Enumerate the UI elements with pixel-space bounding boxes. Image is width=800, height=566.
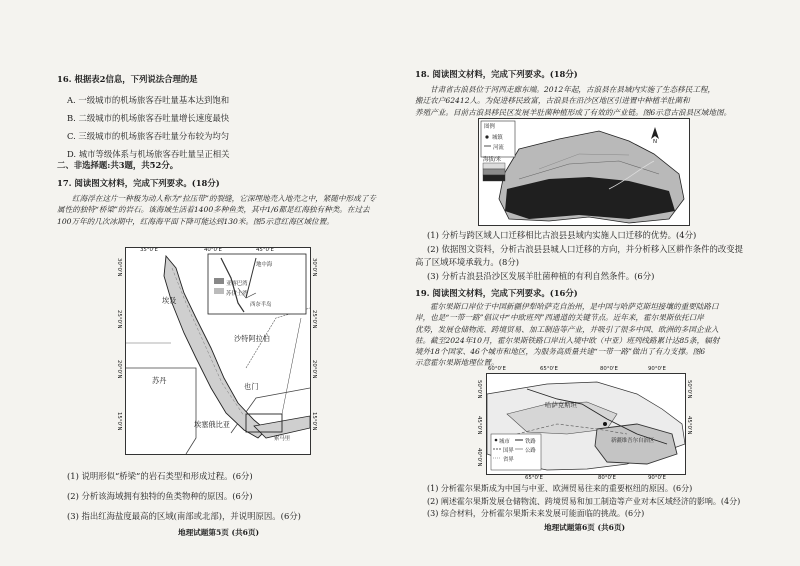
legend-highway: 公路: [525, 448, 536, 454]
q16-title: 16. 根据表2信息，下列说法合理的是: [57, 74, 198, 84]
question-16: [57, 73, 230, 163]
legend-town: 城镇: [492, 135, 503, 141]
khorgos-map-drawing: [487, 374, 685, 474]
q18-material-line: 甘肃省古浪县位于河西走廊东端。2012年起，古浪县在县域内实施了生态移民工程，: [430, 85, 716, 94]
legend-province: 省界: [503, 457, 514, 463]
section-heading: 二、非选择题:共3题，共52分。: [57, 160, 179, 170]
label-saudi: 沙特阿拉伯: [234, 334, 270, 343]
north-icon: N: [653, 139, 658, 145]
label-egypt: 埃及: [162, 296, 177, 305]
inset-label: 西奈半岛: [250, 302, 272, 308]
q16-option-c: C. 三级城市的机场旅客吞吐量分布较为均匀: [67, 130, 230, 141]
inset-label: 亚喀巴湾: [226, 281, 248, 287]
lon-label: 40°0'E: [204, 247, 222, 253]
q19-title: 19. 阅读图文材料，完成下列要求。(16分): [415, 288, 578, 298]
lon-label: 35°0'E: [140, 247, 158, 253]
q19-sub-2: (2) 阐述霍尔果斯发展仓储物流、跨境贸易和加工制造等产业对本区域经济的影响。(4分): [427, 496, 741, 506]
lon-label: 90°0'E: [648, 366, 666, 372]
lon-label: 80°0'E: [598, 475, 616, 481]
q17-sub-1: (1) 说明形似“桥梁”的岩石类型和形成过程。(6分): [67, 471, 253, 481]
gulang-map: [478, 118, 690, 226]
lon-label: 60°0'E: [488, 366, 506, 372]
q18-sub-1: (1) 分析与跨区域人口迁移相比古浪县县域内实施人口迁移的优势。(4分): [427, 230, 697, 240]
lat-label: 20°0'N: [116, 360, 122, 379]
legend-border: 国界: [503, 448, 514, 454]
legend-title: 图例: [484, 124, 495, 130]
khorgos-map: [486, 373, 686, 475]
q18-material-line: 养殖产业。目前古浪县移民区发展羊肚菌种植形成了有效的产业链。图6示意古浪县区域地图。: [415, 107, 732, 117]
lat-label: 30°0'N: [116, 258, 122, 277]
legend-railway: 铁路: [525, 439, 536, 445]
q19-material-line: 优势，发展仓储物流、跨境贸易、加工制造等产业，并吸引了很多中国、欧洲的多国企业入: [415, 324, 719, 334]
lon-label: 65°0'E: [540, 366, 558, 372]
legend-height: 海拔/米: [483, 157, 501, 163]
q17-material: [57, 193, 397, 227]
inset-label: 地中海: [256, 262, 273, 268]
lat-label: 15°0'N: [311, 412, 317, 431]
q17-title: 17. 阅读图文材料，完成下列要求。(18分): [57, 178, 220, 188]
lat-label: 25°0'N: [116, 310, 122, 329]
q19-sub-1: (1) 分析霍尔果斯成为中国与中亚、欧洲贸易往来的重要枢纽的原因。(6分): [427, 484, 693, 493]
lat-label: 40°0'N: [476, 448, 482, 467]
q18-title: 18. 阅读图文材料，完成下列要求。(18分): [415, 69, 578, 79]
lat-label: 50°0'N: [686, 380, 692, 399]
lat-label: 20°0'N: [311, 360, 317, 379]
q17-material-line: 100万年的几次冰期中，红海海平面下降可能达到130米。图5示意红海区域位置。: [57, 216, 334, 226]
lat-label: 15°0'N: [116, 412, 122, 431]
q19-sub-3: (3) 综合材料，分析霍尔果斯未来发展可能面临的挑战。(6分): [427, 509, 645, 518]
q17-material-line: 属性的独特“桥梁”的岩石。该海域生活着1400多种鱼类，其中1/6都是红海独有种类。在过去: [57, 205, 370, 215]
q18-material-line: 搬迁农户62412人。为促进移民致富，古浪县在沿沙区地区引进置中种植羊肚菌和: [415, 96, 690, 106]
q16-option-d: D. 城市等级体系与机场旅客吞吐量呈正相关: [67, 148, 230, 159]
q17-sub-3: (3) 指出红海盐度最高的区域(南部或北部)，并说明原因。(6分): [67, 511, 301, 521]
q18-sub-3: (3) 分析古浪县沿沙区发展羊肚菌种植的有利自然条件。(6分): [427, 270, 655, 281]
q19-material-line: 境外18个国家、46个城市和地区，为服务高质量共建“一带一路”做出了有力支撑。图6: [415, 347, 706, 357]
q19-material-line: 霍尔果斯口岸位于中国新疆伊犁哈萨克自治州，是中国与哈萨克斯坦接壤的重要陆路口: [430, 302, 719, 311]
legend-river: 河流: [493, 145, 504, 151]
label-somalia: 索马里: [274, 436, 291, 442]
q19-material: [415, 301, 765, 369]
lon-label: 65°0'E: [525, 475, 543, 481]
lon-label: 90°0'E: [648, 475, 666, 481]
label-yemen: 也门: [244, 382, 259, 391]
gulang-map-drawing: [479, 119, 689, 225]
q19-material-line: 岸，也是“一带一路”倡议中“中欧班列”西通道的关键节点。近年来，霍尔果斯依托口岸: [415, 313, 704, 323]
label-sudan: 苏丹: [152, 376, 167, 385]
lat-label: 45°0'N: [476, 416, 482, 435]
page-footer-right: 地理试题第6页 (共6页): [544, 523, 626, 532]
q16-option-b: B. 二级城市的机场旅客吞吐量增长速度最快: [67, 112, 230, 123]
q17-material-line: 红海浮在这片一种极为动人称为“拉压带”的裂缝，它深埋地壳入地壳之中，紧随中形成了专: [72, 194, 376, 203]
lon-label: 80°0'E: [600, 366, 618, 372]
label-xinjiang: 新疆维吾尔自治区: [611, 438, 655, 444]
label-kazakhstan: 哈萨克斯坦: [545, 401, 577, 409]
q17-sub-2: (2) 分析该海域拥有独特的鱼类物种的原因。(6分): [67, 491, 253, 501]
lat-label: 50°0'N: [476, 380, 482, 399]
q18-material: [415, 84, 765, 118]
lon-label: 45°0'E: [256, 247, 274, 253]
legend-city: 城市: [499, 439, 510, 445]
q16-option-a: A. 一级城市的机场旅客吞吐量基本达到饱和: [67, 94, 230, 105]
lat-label: 25°0'N: [311, 310, 317, 329]
red-sea-map: [125, 247, 311, 455]
label-eritrea: 埃塞俄比亚: [194, 420, 230, 429]
inset-label: 苏伊士湾: [226, 291, 248, 297]
page-footer-left: 地理试题第5页 (共6页): [178, 528, 260, 537]
lat-label: 45°0'N: [686, 416, 692, 435]
q18-sub-2: (2) 依据图文资料，分析古浪县县城人口迁移的方向，并分析移入区耕作条件的改变提: [427, 243, 744, 254]
q18-sub-2-cont: 高了区域环境承载力。(8分): [415, 257, 519, 267]
lat-label: 30°0'N: [311, 258, 317, 277]
q19-material-line: 驻。截至2024年10月，霍尔果斯铁路口岸出入境中欧（中亚）班列线路累计达85条，辐射: [415, 335, 720, 345]
q19-material-line: 示意霍尔果斯地理位置。: [415, 358, 499, 368]
